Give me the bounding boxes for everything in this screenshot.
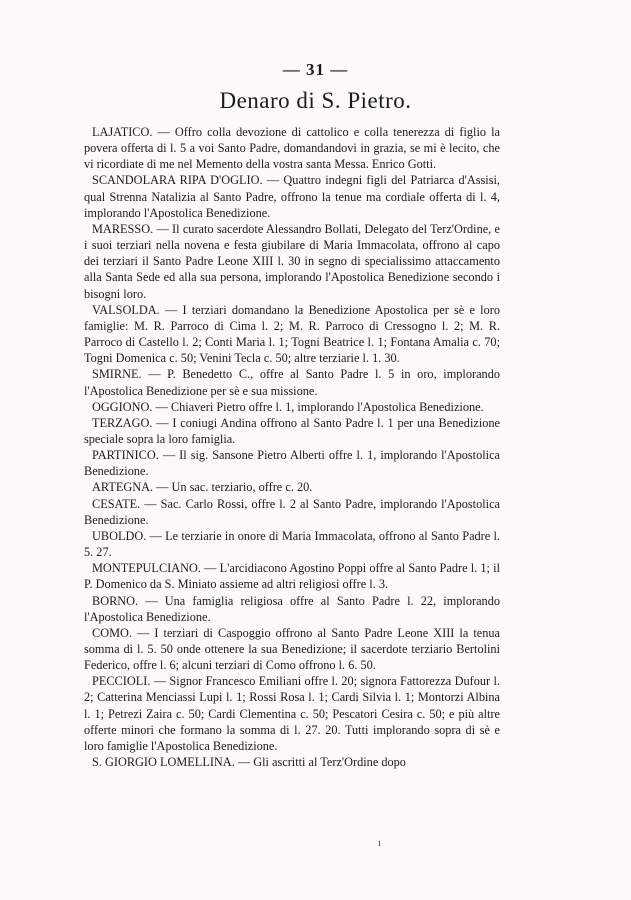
- entry-cesate: CESATE. — Sac. Carlo Rossi, offre l. 2 al Santo Padre, implorando l'Apostolica Benedizione.: [84, 496, 500, 527]
- entry-smirne: SMIRNE. — P. Benedetto C., offre al Santo Padre l. 5 in oro, implorando l'Apostolica Benedizione per sè e sua missione.: [84, 367, 500, 398]
- entry-uboldo: UBOLDO. — Le terziarie in onore di Maria Immacolata, offrono al Santo Padre l. 5. 27.: [84, 528, 500, 560]
- entry-oggiono: OGGIONO. — Chiaveri Pietro offre l. 1, implorando l'Apostolica Benedizione.: [92, 399, 484, 414]
- entry-peccioli: PECCIOLI. — Signor Francesco Emiliani offre l. 20; signora Fattorezza Dufour l. 2; Catterina Menciassi Lupi l. 1; Rossi Rosa l. 1; Cardi Silvia l. 1; Montorzi Albina l. 1; Petrezi Zaira c. 50; Cardi Clementina c. 50; Pescatori Cesira c. 50; e più altre offerte minori che formano la somma di l. 27. 20. Tutti implorando sopra di sè e loro famiglie l'Apostolica Benedizione.: [84, 674, 500, 753]
- page-number: — 31 —: [282, 60, 349, 79]
- entry-terzago: TERZAGO. — I coniugi Andina offrono al Santo Padre l. 1 per una Benedizione speciale sopra la loro famiglia.: [84, 415, 500, 446]
- entry-lajatico: LAJATICO. — Offro colla devozione di cattolico e colla tenerezza di figlio la povera offerta di l. 5 a voi Santo Padre, domandandovi in grazia, se mi è lecito, che vi ricordiate di me nel Memento della vostra santa Messa. Enrico Gotti.: [84, 125, 500, 172]
- bottom-mark: ı: [378, 838, 381, 849]
- entry-s-giorgio-lomellina: S. GIORGIO LOMELLINA. — Gli ascritti al Terz'Ordine dopo: [92, 755, 406, 770]
- entry-montepulciano: MONTEPULCIANO. — L'arcidiacono Agostino Poppi offre al Santo Padre l. 1; il P. Domenico da S. Miniato assieme ad altri religiosi offre l. 3.: [84, 561, 500, 592]
- entry-artegna: ARTEGNA. — Un sac. terziario, offre c. 20.: [92, 480, 313, 495]
- entry-valsolda: VALSOLDA. — I terziari domandano la Benedizione Apostolica per sè e loro famiglie: M. R. Parroco di Cima l. 2; M. R. Parroco di Cressogno l. 2; M. R. Parroco di Castello l. 2; Conti Maria l. 1; Togni Beatrice l. 1; Fontana Amalia c. 70; Togni Domenica c. 50; Venini Tecla c. 50; altre terziarie l. 1. 30.: [84, 302, 500, 366]
- entry-borno: BORNO. — Una famiglia religiosa offre al Santo Padre l. 22, implorando l'Apostolica Benedizione.: [84, 593, 500, 624]
- entry-scandolara: SCANDOLARA RIPA D'OGLIO. — Quattro indegni figli del Patriarca d'Assisi, qual Strenna Natalizia al Santo Padre, offrono la tenue ma cordiale offerta di l. 4, implorando l'Apostolica Benedizione.: [84, 173, 500, 220]
- entry-maresso: MARESSO. — Il curato sacerdote Alessandro Bollati, Delegato del Terz'Ordine, e i suoi terziari nella novena e festa giubilare di Maria Immacolata, offrono al capo dei terziari il Santo Padre Leone XIII l. 30 in segno di specialissimo attaccamento alla Santa Sede ed alla sua persona, implorando l'Apostolica Benedizione secondo i bisogni loro.: [84, 221, 500, 301]
- entry-partinico: PARTINICO. — Il sig. Sansone Pietro Alberti offre l. 1, implorando l'Apostolica Benedizione.: [84, 448, 500, 479]
- offering-list: [84, 124, 500, 770]
- page-title: Denaro di S. Pietro.: [219, 88, 412, 113]
- entry-como: COMO. — I terziari di Caspoggio offrono al Santo Padre Leone XIII la tenua somma di l. 5. 50 onde ottenere la sua Benedizione; il sacerdote terziario Bertolini Federico, offre l. 6; alcuni terziari di Como offrono l. 6. 50.: [84, 625, 500, 673]
